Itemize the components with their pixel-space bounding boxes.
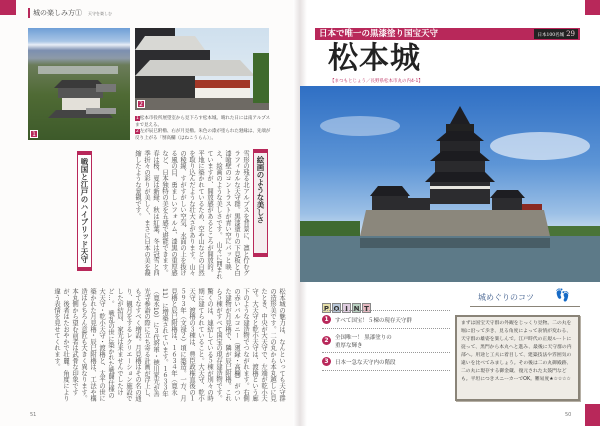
point-item-2	[322, 329, 450, 353]
caption-number: 2	[136, 129, 139, 134]
corner-tab	[0, 0, 16, 15]
photo-turrets	[135, 28, 269, 110]
turret-illustration	[135, 28, 269, 110]
tips-box	[455, 315, 580, 401]
corner-tab	[585, 0, 600, 15]
photo-number-2: 2	[137, 100, 145, 108]
point-letter: I	[342, 303, 351, 313]
caption-2	[135, 129, 273, 142]
point-letter: N	[353, 305, 360, 313]
tips-underline	[470, 306, 580, 307]
photo-captions	[135, 116, 273, 142]
castle-title: 松本城	[328, 41, 421, 76]
point-item-3	[322, 353, 450, 371]
tips-title: 城めぐりのコツ	[478, 293, 534, 302]
body-text-top	[94, 150, 250, 280]
castle-city-illustration	[28, 28, 130, 140]
title-banner	[315, 28, 580, 40]
photo-matsumoto-castle	[300, 86, 600, 282]
heading-hybrid: 戦国と江戸のハイブリッド天守	[78, 152, 91, 270]
banner-text: 日本で唯一の黒漆塗り国宝天守	[319, 29, 439, 39]
footprints-icon: 👣	[555, 288, 570, 302]
paragraph-hybrid: 松本城の魅力は、なんといっても天守群の造形美です。二の丸から本丸越しに見たとき、中央が大天守で、左端が乾小天守。大天守と乾小天守は、渡櫓という廊下のような建造物でつながれます。右側の赤いバルコニー（廻縁・高欄）がついた建物が月見櫓で、隣が辰巳附櫓。これら５棟がすべて国宝の現存建造物です。 驚くのは、連結している５棟が別々の時期に建てられていること。大天守、乾小天守、渡櫓の３棟は、豊臣政権直後の１５９３年（文禄２）頃に築造。一方、月見櫓と辰巳附櫓は、１６３４年（寛永11）に増築されています。１６３３年（寛永10）に３代将軍・徳川家光が善光寺参詣の際に立ち寄る計画が浮上し、もてなすべく増設。月見櫓はその名の通り、観月をするレクリエーション施設でしたが結局、家光は来ませんでしたけど…。 戦乱の世に築かれた戦闘仕様の大天守・乾小天守・渡櫓と、太平の世に築かれた月見櫓・辰巳附櫓は、工法や構造はもちろん意匠も大きく異なります。本丸側から望む前者は武骨な印象ですが、後者はたおやかで壮麗。角度により違う表情を見せてくれます。	[53, 288, 285, 405]
point-letter: O	[333, 305, 340, 313]
point-number: 2	[322, 336, 331, 345]
photo-number-1: 1	[30, 130, 38, 138]
point-text: すべて国宝！５棟の現存天守群	[335, 317, 412, 324]
page-number-left: 51	[30, 412, 37, 418]
section-header	[28, 8, 112, 18]
caption-text: 左が辰巳附櫓、右が月見櫓。朱色の漆が塗られた廻縁は、先端が反り上がる「刎高欄（はねこうらん）」。	[135, 129, 271, 141]
point-number: 1	[322, 315, 331, 324]
point-letter: T	[362, 303, 371, 313]
photo-city-view	[28, 28, 130, 140]
caption-text: 松本市役所展望室から見下ろす松本城。晴れた日には南アルプスまで見える。	[135, 116, 271, 128]
badge-number: 29	[566, 30, 575, 38]
badge-label: 日本100名城	[537, 33, 565, 38]
point-text: 全国唯一！ 黒漆塗りの重厚な輝き	[335, 334, 392, 349]
castle-reading-address: 【まつもとじょう／長野県松本市丸の内4-1】	[330, 79, 423, 84]
paragraph-beauty: 雪形の残る北アルプスを背景に、凛と佇むグラフィカルな天守群。黒漆塗りの下見板と白漆喰壁のコントラストが青い空にパッと映え、絵画のような美しさです。 山々に囲まれていますが、開放感があるところが開放的。平地に築かれているため、空や山などの自然を取り込んだような壮大さがあります。山々の稜線、すがすがしい空気、水面の上を抜ける風の目、勇ましいフォルム、漆黒の重厚感など、日本独特の美を五感で堪能できます。春は桜、夏は新緑、秋は紅葉、冬は冠雪と四季折々の彩りが美しく、まさに日本の美を凝縮したような景観です。	[134, 150, 249, 280]
tips-text: まずは国宝天守群の外観をじっくり見物。二の丸を堀に沿って歩き、見る角度によって表情が変わる、天守群の雄姿を楽しんで。江戸時代の正規ルートに従って、黒門から本丸へと進み、最後に天守群の内部へ。用途と工夫に着目して、建築技法や雰囲気の違いを比べてみましょう。その後は二の丸御殿跡、二の丸に現存する御金蔵、復元された太鼓門なども。平坦につきスニーカーでOK。難易度★☆☆☆☆	[461, 321, 572, 382]
heading-beauty: 絵画のような美しさ	[254, 150, 267, 256]
body-text-bottom	[24, 288, 286, 405]
point-text: 日本一急な天守内の階段	[335, 359, 396, 366]
point-item-1	[322, 311, 450, 329]
section-subtitle: 天守を楽しむ	[88, 11, 112, 16]
section-title: 城の楽しみ方①	[33, 9, 82, 17]
page-number-right: 50	[565, 412, 572, 418]
caption-1	[135, 116, 273, 129]
point-number: 3	[322, 357, 331, 366]
caption-number: 1	[136, 116, 139, 121]
castle-rank-badge	[534, 29, 578, 39]
castle-illustration	[300, 86, 600, 282]
bottom-tab	[585, 404, 600, 426]
point-letter: P	[323, 305, 330, 313]
